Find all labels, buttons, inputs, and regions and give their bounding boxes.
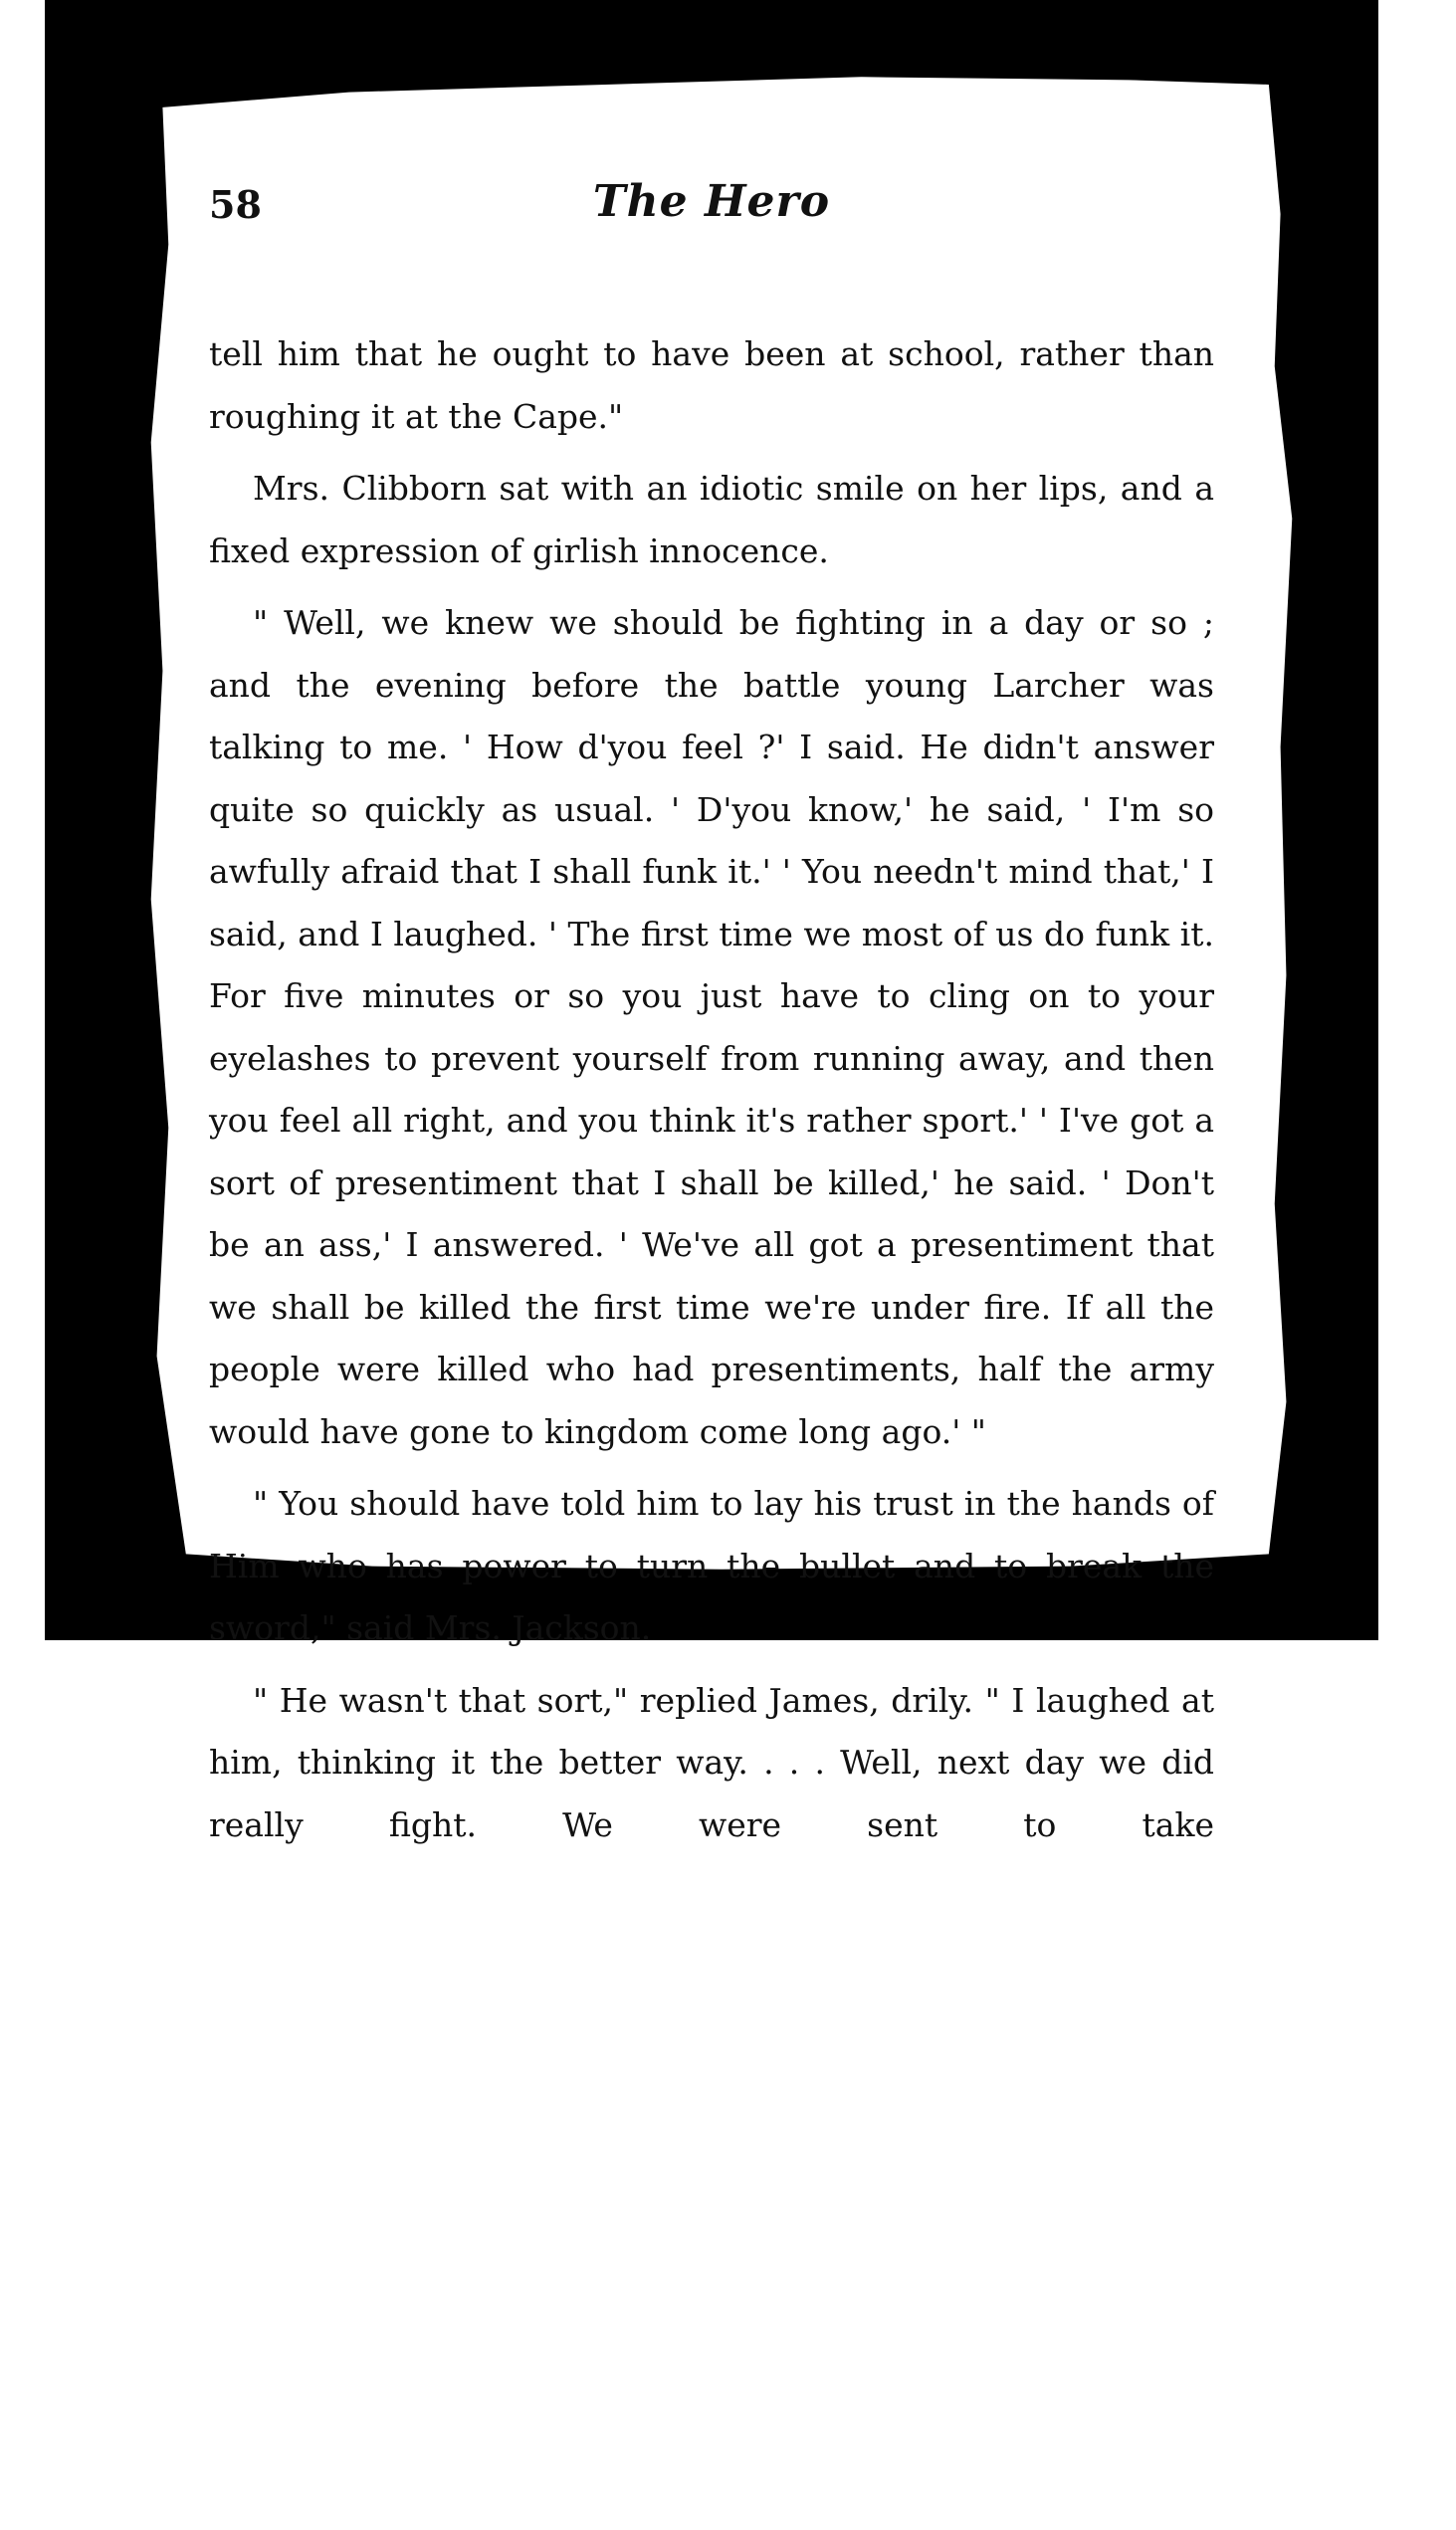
paragraph: " Well, we knew we should be fighting in a day or so ; and the evening before the battle young Larcher was talking to me. ' How d'you feel ?' I said. He didn't answer quite so quickly as usual. ' D'you know,' he said, ' I'm so awfully afraid that I shall funk it.' ' You needn't mind that,' I said, and I laughed. ' The first time we most of us do funk it. For five minutes or so you just have to cling on to your eyelashes to prevent yourself from running away, and then you feel all right, and you think it's rather sport.' ' I've got a sort of presentiment that I shall be killed,' he said. ' Don't be an ass,' I answered. ' We've all got a presentiment that we shall be killed the first time we're under fire. If all the people were killed who had presentiments, half the army would have gone to kingdom come long ago.' " bbox=[209, 603, 1214, 1451]
page-number: 58 bbox=[209, 182, 262, 227]
paragraph: " You should have told him to lay his trust in the hands of Him who has power to turn the bullet and to break the sword," said Mrs. Jackson. bbox=[209, 1484, 1214, 1647]
header-title: The Hero bbox=[592, 176, 831, 227]
paragraph: " He wasn't that sort," replied James, drily. " I laughed at him, thinking it the better way. . . . Well, next day we did really fight. We were sent to take bbox=[209, 1680, 1214, 1844]
paragraph: tell him that he ought to have been at school, rather than roughing it at the Cape." bbox=[209, 334, 1214, 436]
paragraph: Mrs. Clibborn sat with an idiotic smile on her lips, and a fixed expression of girlish innocence. bbox=[209, 469, 1214, 570]
running-head bbox=[209, 164, 1214, 244]
text-body bbox=[209, 323, 1214, 1866]
